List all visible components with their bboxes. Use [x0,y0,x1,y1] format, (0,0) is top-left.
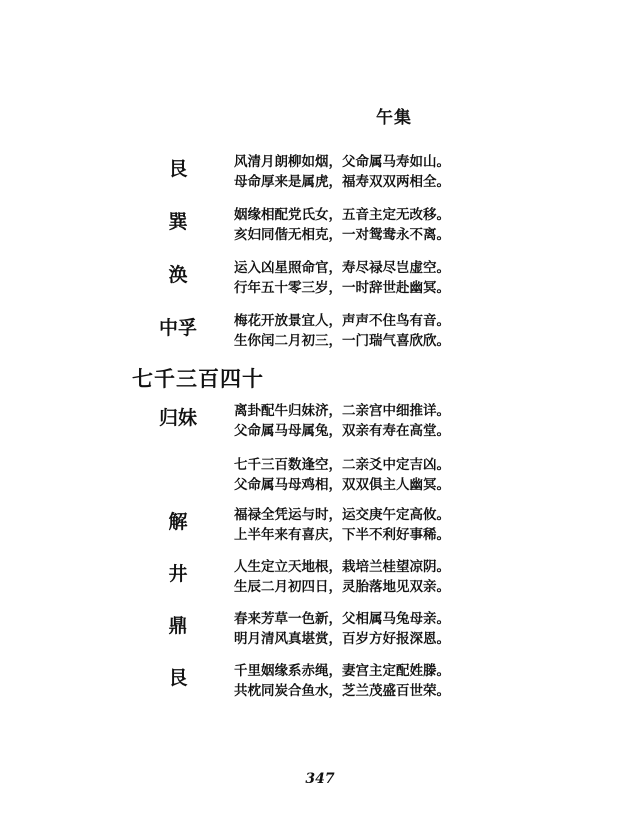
verse-entry [0,311,640,355]
verse-text [234,661,450,701]
verse-line: 父命属马母属兔，双亲有寿在高堂。 [234,423,450,439]
verse-line: 明月清风真堪赏，百岁方好报深恩。 [234,631,450,647]
page-number: 347 [305,771,335,787]
verse-text [234,455,450,495]
verse-line: 生你闰二月初三，一门瑞气喜欣欣。 [234,333,450,349]
verse-text [234,311,450,351]
verse-line: 行年五十零三岁，一时辞世赴幽冥。 [234,280,450,296]
hexagram-name: 涣 [168,264,188,286]
hexagram-name: 鼎 [168,615,188,637]
verse-text [234,401,450,441]
verse-line: 千里姻缘系赤绳，妻宫主定配姓滕。 [234,663,450,679]
verse-line: 母命厚来是属虎，福寿双双两相全。 [234,174,450,190]
verse-line: 春来芳草一色新，父相属马兔母亲。 [234,611,450,627]
verse-text [234,152,450,192]
verse-line: 离卦配牛归妹济，二亲宫中细推详。 [234,403,450,419]
verse-entry [0,455,640,499]
verse-text [234,205,450,245]
verse-entry [0,609,640,653]
running-header: 午集 [376,108,412,128]
hexagram-name: 巽 [168,211,188,233]
verse-line: 父命属马母鸡相，双双俱主人幽冥。 [234,477,450,493]
verse-line: 风清月朗柳如烟，父命属马寿如山。 [234,154,450,170]
verse-line: 梅花开放景宜人，声声不住鸟有音。 [234,313,450,329]
verse-entry [0,661,640,705]
verse-line: 运入凶星照命官，寿尽禄尽岂虚空。 [234,260,450,276]
verse-text [234,609,450,649]
verse-entry [0,557,640,601]
verse-line: 七千三百数逢空，二亲爻中定吉凶。 [234,457,450,473]
hexagram-name: 艮 [168,667,188,689]
verse-text [234,258,450,298]
section-title: 七千三百四十 [132,366,264,391]
hexagram-name: 艮 [168,158,188,180]
hexagram-name: 解 [168,511,188,533]
hexagram-name: 井 [168,563,188,585]
verse-text [234,505,450,545]
verse-line: 共枕同炭合鱼水，芝兰茂盛百世荣。 [234,683,450,699]
verse-line: 人生定立天地根，栽培兰桂望凉阴。 [234,559,450,575]
verse-entry [0,505,640,549]
hexagram-name: 中孚 [158,317,197,339]
verse-line: 姻缘相配党氏女，五音主定无改移。 [234,207,450,223]
verse-line: 生辰二月初四日，灵胎落地见双亲。 [234,579,450,595]
verse-text [234,557,450,597]
verse-entry [0,258,640,302]
verse-line: 福禄全凭运与时，运交庚午定高攸。 [234,507,450,523]
verse-entry [0,401,640,445]
verse-entry [0,152,640,196]
hexagram-name: 归妹 [158,407,197,429]
verse-line: 亥妇同偕无相克，一对鸳鸯永不离。 [234,227,450,243]
verse-line: 上半年来有喜庆，下半不利好事稀。 [234,527,450,543]
verse-entry [0,205,640,249]
